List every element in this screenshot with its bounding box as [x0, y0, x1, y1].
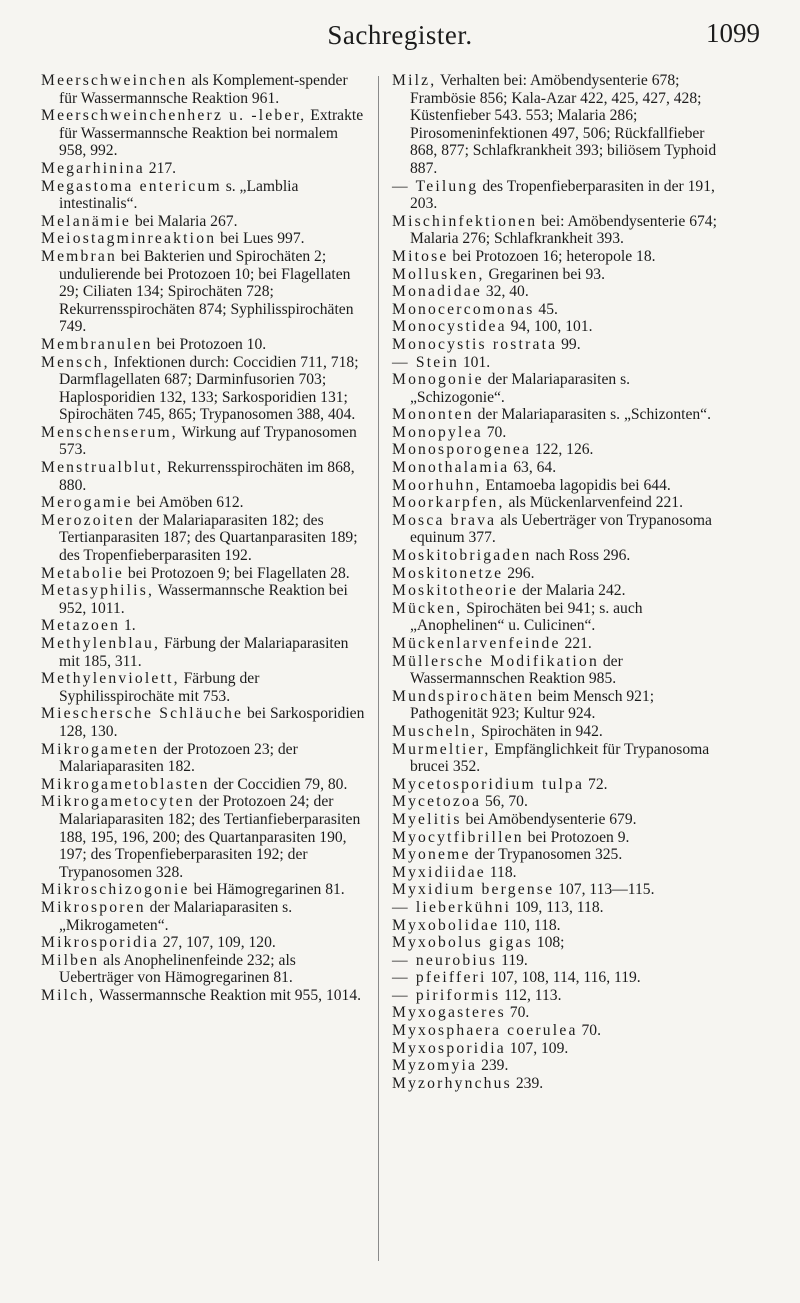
entry-headword: Myxobolidae: [392, 916, 500, 934]
index-entry: [392, 565, 724, 583]
entry-headword: Moskitonetze: [392, 564, 504, 582]
index-entry: [41, 72, 369, 107]
entry-headword: Melanämie: [41, 212, 131, 230]
entry-text: 119.: [497, 951, 528, 969]
entry-headword: Mikrogameten: [41, 740, 160, 758]
entry-text: 1.: [120, 617, 136, 635]
entry-text: Spirochäten bei 941; s. auch „Anophelinen“ u. Culicinen“.: [410, 599, 643, 635]
entry-text: als Mückenlarvenfeind 221.: [504, 494, 683, 512]
entry-text: der Trypanosomen 325.: [470, 846, 623, 864]
entry-headword: Muscheln,: [392, 722, 478, 740]
index-entry: [392, 459, 724, 477]
entry-headword: Monocercomonas: [392, 300, 535, 318]
entry-headword: Metasyphilis,: [41, 582, 155, 600]
index-entry: [41, 776, 369, 794]
entry-text: 109, 113, 118.: [511, 898, 604, 916]
entry-headword: Müllersche Modifikation: [392, 652, 599, 670]
entry-text: 107, 109.: [505, 1039, 569, 1057]
entry-headword: — piriformis: [392, 986, 501, 1004]
entry-headword: Mosca brava: [392, 511, 497, 529]
index-entry: [41, 354, 369, 424]
entry-headword: — neurobius: [392, 951, 498, 969]
entry-headword: Myxogasteres: [392, 1004, 506, 1022]
entry-headword: Mückenlarvenfeinde: [392, 635, 561, 652]
entry-text: Rekurrensspirochäten im 868, 880.: [59, 459, 355, 494]
entry-headword: Mieschersche Schläuche: [41, 705, 244, 723]
entry-text: bei Malaria 267.: [130, 212, 238, 230]
entry-headword: Murmeltier,: [392, 740, 491, 758]
index-entry: [41, 230, 369, 248]
entry-headword: Mikroschizogonie: [41, 881, 190, 899]
entry-text: 70.: [505, 1004, 530, 1022]
entry-headword: Myxosporidia: [392, 1039, 506, 1057]
entry-headword: Myxidiidae: [392, 863, 486, 881]
entry-text: 70.: [577, 1022, 601, 1040]
entry-headword: Monopylea: [392, 423, 483, 441]
index-entry: [392, 178, 724, 213]
entry-text: der Protozoen 23; der Malariaparasiten 182.: [59, 740, 298, 776]
index-entry: [392, 600, 724, 635]
index-entry: [41, 705, 369, 740]
entry-headword: Myelitis: [392, 810, 462, 828]
entry-headword: Myzorhynchus: [392, 1074, 512, 1092]
index-entry: [41, 336, 369, 354]
entry-headword: Megastoma entericum: [41, 177, 222, 195]
entry-text: 72.: [584, 775, 608, 793]
index-entry: [392, 864, 724, 882]
entry-text: der Protozoen 24; der Malariaparasiten 182; des Tertianfieberparasiten 188, 195, 196, 200; des Quartanparasiten 190, 197; des Tropenfieberparasiten 192; der Trypanosomen 328.: [59, 793, 361, 881]
entry-text: Wassermannsche Reaktion bei 952, 1011.: [59, 582, 348, 617]
index-entry: [392, 266, 724, 284]
entry-text: 110, 118.: [499, 916, 561, 934]
index-entry: [392, 723, 724, 741]
entry-headword: Membranulen: [41, 335, 153, 353]
index-entry: [392, 741, 724, 776]
entry-text: der Malariaparasiten s. „Mikrogameten“.: [59, 898, 293, 934]
index-entry: [41, 459, 369, 494]
index-entry: [41, 741, 369, 776]
entry-headword: Mücken,: [392, 599, 463, 617]
index-entry: [392, 846, 724, 864]
entry-text: 107, 113—115.: [554, 881, 655, 899]
index-entry: [41, 582, 369, 617]
index-entry: [41, 635, 369, 670]
entry-text: als Komplement-spender für Wassermannsche Reaktion 961.: [59, 72, 348, 107]
index-entry: [392, 547, 724, 565]
entry-text: 56, 70.: [481, 793, 528, 811]
entry-headword: Membran: [41, 247, 118, 265]
entry-headword: Methylenblau,: [41, 635, 161, 652]
entry-headword: Meerschweinchenherz u. -leber,: [41, 107, 307, 125]
entry-text: 45.: [534, 300, 558, 318]
index-entry: [392, 1057, 724, 1075]
entry-text: Entamoeba lagopidis bei 644.: [481, 476, 671, 494]
entry-headword: Myxosphaera coerulea: [392, 1022, 578, 1040]
entry-text: Spirochäten in 942.: [477, 722, 603, 740]
index-entry: [392, 917, 724, 935]
entry-headword: — Stein: [392, 353, 459, 371]
index-entry: [41, 899, 369, 934]
entry-headword: Merozoiten: [41, 511, 135, 529]
index-entry: [41, 424, 369, 459]
index-entry: [41, 881, 369, 899]
entry-text: 70.: [482, 423, 507, 441]
entry-text: 118.: [485, 863, 517, 881]
entry-text: bei Sarkosporidien 128, 130.: [59, 705, 365, 740]
entry-text: bei Amöben 612.: [132, 494, 244, 512]
entry-text: Wassermannsche Reaktion mit 955, 1014.: [95, 986, 362, 1004]
entry-text: Gregarinen bei 93.: [484, 265, 605, 283]
index-entry: [392, 441, 724, 459]
entry-headword: Monogonie: [392, 371, 484, 389]
index-entry: [41, 952, 369, 987]
page-number: 1099: [706, 18, 760, 48]
entry-headword: Megarhinina: [41, 159, 145, 177]
entry-headword: Monothalamia: [392, 459, 510, 477]
entry-headword: Myzomyia: [392, 1057, 478, 1075]
index-entry: [392, 354, 724, 372]
entry-headword: Meerschweinchen: [41, 72, 188, 89]
entry-headword: Mycetozoa: [392, 793, 482, 811]
index-entry: [392, 477, 724, 495]
index-entry: [392, 952, 724, 970]
entry-text: Infektionen durch: Coccidien 711, 718; Darmflagellaten 687; Darminfusorien 703; Haplosporidien 132, 133; Sarkosporidien 131; Spirochäten 745, 865; Trypanosomen 388, 404.: [59, 353, 359, 424]
entry-headword: Myocytfibrillen: [392, 828, 524, 846]
index-entry: [41, 617, 369, 635]
entry-text: der Malariaparasiten s. „Schizonten“.: [473, 406, 711, 424]
index-entry: [392, 881, 724, 899]
index-entry: [392, 688, 724, 723]
entry-text: 217.: [144, 159, 177, 177]
entry-text: 32, 40.: [481, 283, 529, 301]
index-entry: [41, 248, 369, 336]
entry-text: der Wassermannschen Reaktion 985.: [410, 652, 623, 688]
index-entry: [392, 793, 724, 811]
entry-headword: Mononten: [392, 406, 474, 424]
index-entry: [392, 336, 724, 354]
entry-headword: Myxidium bergense: [392, 881, 555, 899]
entry-headword: Mundspirochäten: [392, 687, 535, 705]
entry-text: 239.: [511, 1074, 544, 1092]
entry-headword: Methylenviolett,: [41, 670, 180, 688]
entry-text: bei Lues 997.: [216, 230, 305, 248]
entry-text: Extrakte für Wassermannsche Reaktion bei normalem 958, 992.: [59, 107, 364, 160]
entry-text: nach Ross 296.: [531, 547, 631, 565]
index-entry: [392, 213, 724, 248]
entry-headword: Monosporogenea: [392, 441, 532, 459]
entry-headword: Moskitotheorie: [392, 582, 519, 600]
entry-text: als Anophelinenfeinde 232; als Ueberträger von Hämogregarinen 81.: [59, 951, 296, 987]
index-entry: [392, 899, 724, 917]
index-entry: [392, 494, 724, 512]
entry-headword: Menschenserum,: [41, 423, 178, 441]
index-entry: [41, 178, 369, 213]
entry-text: bei Protozoen 9; bei Flagellaten 28.: [124, 564, 350, 582]
right-column: [392, 72, 724, 1092]
entry-headword: Monocystis rostrata: [392, 335, 558, 353]
index-entry: [41, 494, 369, 512]
index-entry: [392, 406, 724, 424]
index-entry: [392, 424, 724, 442]
entry-text: bei: Amöbendysenterie 674; Malaria 276; Schlafkrankheit 393.: [410, 212, 717, 248]
entry-text: s. „Lamblia intestinalis“.: [59, 177, 299, 213]
index-entry: [392, 248, 724, 266]
index-entry: [392, 283, 724, 301]
entry-headword: Mensch,: [41, 353, 110, 371]
entry-headword: Myoneme: [392, 846, 471, 864]
index-entry: [392, 1022, 724, 1040]
entry-text: 221.: [560, 635, 592, 652]
index-entry: [392, 1040, 724, 1058]
index-entry: [392, 653, 724, 688]
entry-headword: Milben: [41, 951, 100, 969]
entry-text: bei Protozoen 9.: [523, 828, 630, 846]
index-entry: [41, 793, 369, 881]
entry-headword: Monadidae: [392, 283, 482, 301]
entry-text: 107, 108, 114, 116, 119.: [486, 969, 641, 987]
page-title: Sachregister.: [327, 20, 473, 50]
entry-headword: Mollusken,: [392, 265, 485, 283]
entry-headword: Metazoen: [41, 617, 121, 635]
index-entry: [392, 582, 724, 600]
entry-headword: Monocystidea: [392, 318, 507, 336]
entry-headword: Mikrosporidia: [41, 934, 159, 952]
entry-headword: Milz,: [392, 72, 437, 89]
index-entry: [41, 107, 369, 160]
index-entry: [41, 213, 369, 231]
entry-text: als Ueberträger von Trypanosoma equinum 377.: [410, 511, 712, 547]
entry-headword: Moorkarpfen,: [392, 494, 505, 512]
entry-headword: Myxobolus gigas: [392, 934, 533, 952]
entry-headword: Mikrogametocyten: [41, 793, 195, 811]
entry-text: beim Mensch 921; Pathogenität 923; Kultur 924.: [410, 687, 655, 723]
index-entry: [41, 934, 369, 952]
entry-text: Verhalten bei: Amöbendysenterie 678; Frambösie 856; Kala-Azar 422, 425, 427, 428; Küstenfieber 543. 553; Malaria 286; Pirosomeninfektionen 497, 506; Rückfallfieber 868, 877; Schlafkrankheit 393; biliösem Typhoid 887.: [410, 72, 717, 177]
entry-headword: Milch,: [41, 986, 96, 1004]
entry-text: bei Bakterien und Spirochäten 2; undulierende bei Protozoen 10; bei Flagellaten 29; Ciliaten 134; Spirochäten 728; Rekurrensspirochäten 874; Syphilisspirochäten 749.: [59, 247, 354, 336]
page-header: [0, 0, 800, 60]
entry-headword: Mycetosporidium tulpa: [392, 775, 585, 793]
entry-headword: — pfeifferi: [392, 969, 487, 987]
entry-headword: Moorhuhn,: [392, 476, 482, 494]
entry-text: 239.: [477, 1057, 509, 1075]
entry-text: bei Protozoen 10.: [152, 335, 267, 353]
entry-headword: Mischinfektionen: [392, 212, 538, 230]
index-entry: [392, 1004, 724, 1022]
entry-text: Empfänglichkeit für Trypanosoma brucei 352.: [410, 740, 710, 776]
entry-text: 296.: [503, 564, 535, 582]
entry-text: Färbung der Malariaparasiten mit 185, 311.: [59, 635, 349, 670]
entry-text: bei Protozoen 16; heteropole 18.: [448, 247, 656, 265]
index-entry: [392, 829, 724, 847]
entry-headword: — Teilung: [392, 177, 479, 195]
index-entry: [41, 987, 369, 1005]
entry-text: 122, 126.: [531, 441, 594, 459]
entry-text: des Tropenfieberparasiten in der 191, 203.: [410, 177, 715, 213]
entry-headword: Merogamie: [41, 494, 133, 512]
index-entry: [392, 371, 724, 406]
entry-text: der Coccidien 79, 80.: [209, 775, 348, 793]
entry-text: bei Amöbendysenterie 679.: [461, 810, 637, 828]
entry-text: 94, 100, 101.: [506, 318, 593, 336]
entry-text: 99.: [557, 335, 581, 353]
entry-text: 112, 113.: [500, 986, 562, 1004]
index-entry: [392, 969, 724, 987]
entry-text: 101.: [458, 353, 491, 371]
entry-text: der Malariaparasiten s. „Schizogonie“.: [410, 371, 631, 406]
entry-headword: — lieberkühni: [392, 898, 512, 916]
entry-headword: Moskitobrigaden: [392, 547, 532, 565]
entry-text: 63, 64.: [509, 459, 557, 477]
entry-text: Wirkung auf Trypanosomen 573.: [59, 423, 357, 459]
entry-headword: Menstrualblut,: [41, 459, 164, 477]
entry-text: Färbung der Syphilisspirochäte mit 753.: [59, 670, 260, 705]
entry-headword: Mikrogametoblasten: [41, 775, 210, 793]
index-entry: [41, 160, 369, 178]
entry-headword: Meiostagminreaktion: [41, 230, 217, 248]
index-entry: [392, 301, 724, 319]
entry-text: bei Hämogregarinen 81.: [189, 881, 345, 899]
index-entry: [392, 318, 724, 336]
entry-headword: Mitose: [392, 247, 449, 265]
index-entry: [392, 1075, 724, 1093]
index-entry: [392, 934, 724, 952]
index-entry: [41, 512, 369, 565]
index-entry: [41, 670, 369, 705]
entry-text: der Malariaparasiten 182; des Tertianparasiten 187; des Quartanparasiten 189; des Tropenfieberparasiten 192.: [59, 511, 358, 565]
index-entry: [392, 635, 724, 653]
entry-headword: Mikrosporen: [41, 898, 146, 916]
entry-text: 27, 107, 109, 120.: [158, 934, 276, 952]
index-entry: [41, 565, 369, 583]
index-entry: [392, 987, 724, 1005]
index-entry: [392, 811, 724, 829]
entry-headword: Metabolie: [41, 564, 125, 582]
index-entry: [392, 512, 724, 547]
index-entry: [392, 72, 724, 178]
index-entry: [392, 776, 724, 794]
column-divider: [378, 76, 379, 1261]
entry-text: der Malaria 242.: [518, 582, 626, 600]
left-column: [41, 72, 369, 1004]
entry-text: 108;: [532, 934, 565, 952]
